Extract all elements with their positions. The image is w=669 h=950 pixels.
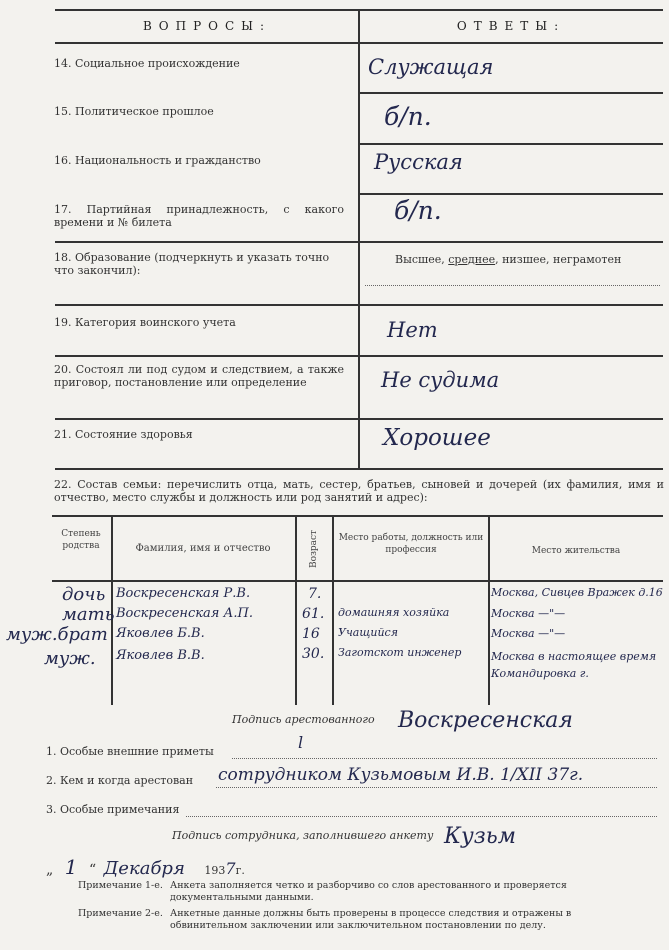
work: Учащийся xyxy=(338,626,398,639)
date-month: Декабря xyxy=(103,858,185,879)
question-14: 14. Социальное происхождение xyxy=(54,57,240,70)
work: Заготскот инженер xyxy=(338,646,462,659)
special-1-label: 1. Особые внешние приметы xyxy=(46,745,214,758)
age: 7. xyxy=(308,586,322,602)
center-divider xyxy=(358,9,360,469)
date-suffix: г. xyxy=(235,864,245,877)
note-2-text: Анкетные данные должны быть проверены в процессе следствия и отражены в обвинительном заключении или заключительном постановлении по делу. xyxy=(170,908,572,931)
col-work: Место работы, должность или профессия xyxy=(338,533,484,555)
special-3-line xyxy=(186,816,657,817)
date-year-prefix: 193 xyxy=(204,864,226,877)
question-18: 18. Образование (подчеркнуть и указать точно что закончил): xyxy=(54,251,330,277)
full-name: Воскресенская А.П. xyxy=(116,606,253,621)
residence: Москва, Сивцев Вражек д.16 xyxy=(491,586,663,599)
special-2-value: сотрудником Кузьмовым И.В. 1/XII 37г. xyxy=(218,765,584,785)
col-name: Фамилия, имя и отчество xyxy=(135,543,271,554)
question-15: 15. Политическое прошлое xyxy=(54,105,214,118)
option-lower: , низшее, неграмотен xyxy=(495,253,622,266)
family-col-line xyxy=(488,515,490,705)
signature-arrested: Воскресенская xyxy=(398,708,573,733)
age: 30. xyxy=(302,646,325,662)
special-1-line xyxy=(232,758,657,759)
signature-officer: Кузьм xyxy=(444,824,517,849)
residence: Москва —"— xyxy=(491,627,566,640)
relation: муж.брат xyxy=(6,624,108,645)
row-line xyxy=(55,355,663,357)
special-2-label: 2. Кем и когда арестован xyxy=(46,774,194,787)
relation: дочь xyxy=(62,584,106,605)
row-line xyxy=(55,418,663,420)
col-residence: Место жительства xyxy=(531,546,621,556)
full-name: Яковлев Б.В. xyxy=(116,626,205,641)
question-17: 17. Партийная принадлежность, с какого времени и № билета xyxy=(54,203,344,229)
col-relation: Степень родства xyxy=(61,529,101,551)
question-16: 16. Национальность и гражданство xyxy=(54,154,261,167)
date-line: „ 1 “ Декабря 1937г. xyxy=(46,855,245,879)
relation: муж. xyxy=(44,648,96,669)
note-2-label: Примечание 2-е. xyxy=(78,908,163,919)
row-line xyxy=(359,92,663,94)
age: 61. xyxy=(302,606,325,622)
row-line xyxy=(55,304,663,306)
answer-15: б/п. xyxy=(384,102,432,131)
family-col-line xyxy=(332,515,334,705)
family-col-line xyxy=(295,515,297,705)
date-year-digit: 7 xyxy=(225,859,236,878)
special-1-value: l xyxy=(298,733,304,752)
signature-arrested-label: Подпись арестованного xyxy=(232,713,375,726)
work: домашняя хозяйка xyxy=(338,606,450,619)
signature-officer-label: Подпись сотрудника, заполнившего анкету xyxy=(172,829,434,842)
answer-16: Русская xyxy=(374,150,463,174)
answer-21: Хорошее xyxy=(383,425,491,451)
answer-17: б/п. xyxy=(394,196,442,225)
row-dotted-line xyxy=(365,285,660,286)
residence: Москва —"— xyxy=(491,607,566,620)
option-higher: Высшее, xyxy=(395,253,449,266)
relation: мать xyxy=(62,604,115,625)
option-secondary: среднее xyxy=(448,253,496,266)
residence: Москва в настоящее время Командировка г. xyxy=(491,650,657,680)
question-20: 20. Состоял ли под судом и следствием, а также приговор, постановление или определение xyxy=(54,363,344,389)
answer-14: Служащая xyxy=(368,55,494,79)
note-1-label: Примечание 1-е. xyxy=(78,880,163,891)
row-line xyxy=(359,193,663,195)
family-header-line xyxy=(52,580,663,582)
special-2-line xyxy=(216,787,657,788)
row-line xyxy=(55,241,663,243)
full-name: Воскресенская Р.В. xyxy=(116,586,251,601)
full-name: Яковлев В.В. xyxy=(116,648,205,663)
row-line xyxy=(55,468,663,470)
answers-header: ОТВЕТЫ: xyxy=(456,19,566,33)
question-21: 21. Состояние здоровья xyxy=(54,428,193,441)
row-line xyxy=(359,143,663,145)
date-day: 1 xyxy=(64,855,78,879)
family-top-line xyxy=(52,515,663,517)
answer-18-options xyxy=(395,253,621,266)
family-title: 22. Состав семьи: перечислить отца, мать, сестер, братьев, сыновей и дочерей (их фамилия, имя и отчество, место службы и должность или род занятий и адрес): xyxy=(54,478,664,504)
questions-header: ВОПРОСЫ: xyxy=(142,19,272,33)
note-1-text: Анкета заполняется четко и разборчиво со слов арестованного и проверяется документальными данными. xyxy=(170,880,567,903)
question-19: 19. Категория воинского учета xyxy=(54,316,236,329)
special-3-label: 3. Особые примечания xyxy=(46,803,180,816)
age: 16 xyxy=(302,626,320,642)
answer-20: Не судима xyxy=(381,368,500,392)
answer-19: Нет xyxy=(387,318,438,342)
col-age: Возраст xyxy=(309,529,319,569)
